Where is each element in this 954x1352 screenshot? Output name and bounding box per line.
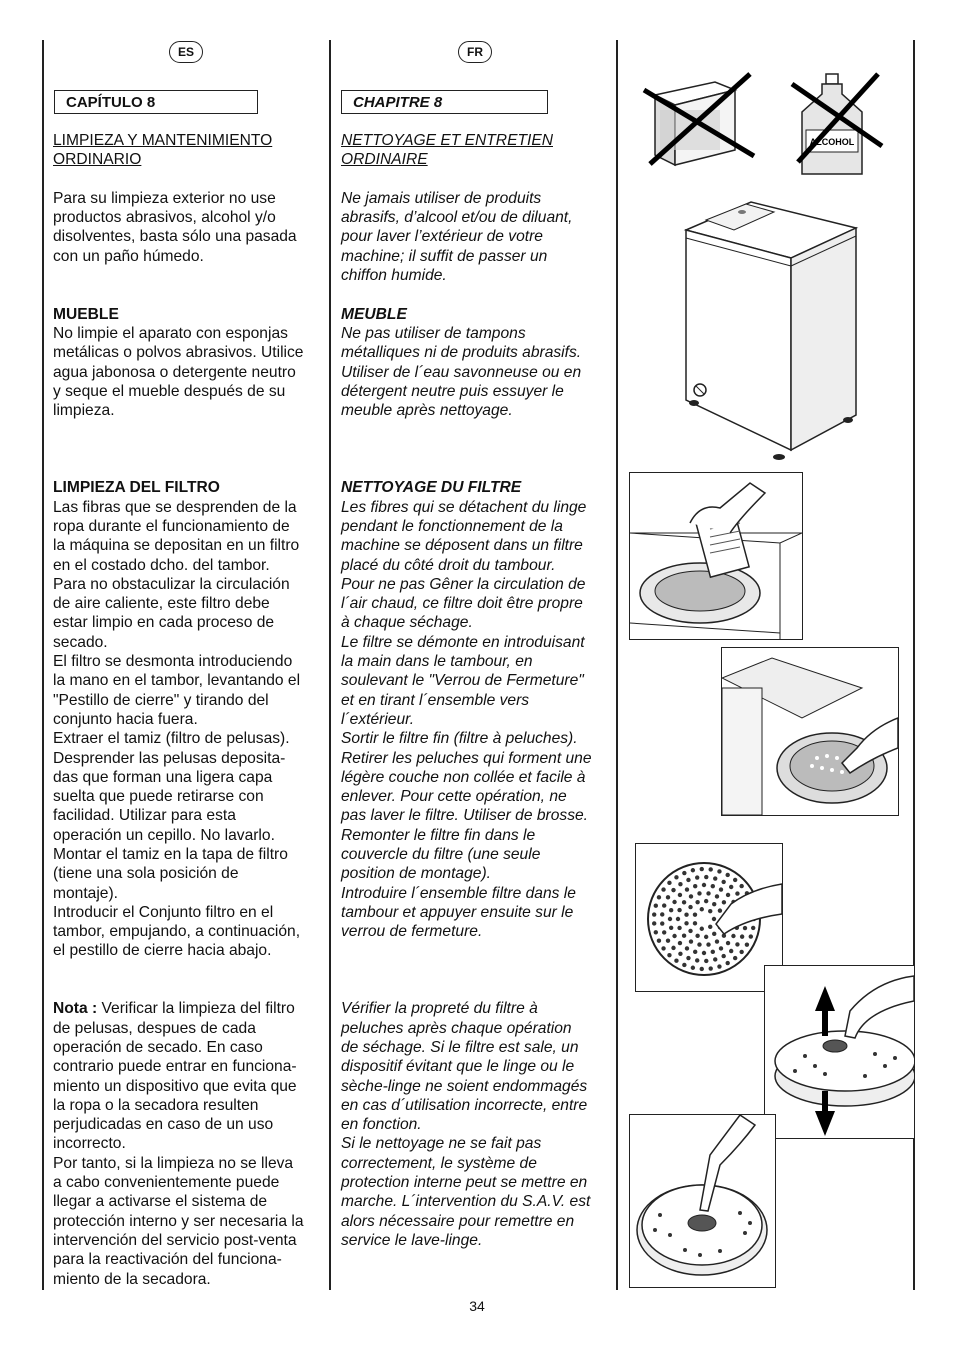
filter-hole — [660, 921, 664, 925]
filter-hole — [674, 875, 678, 879]
page-number: 34 — [469, 1298, 485, 1314]
filter-hole — [719, 946, 723, 950]
filter-hole — [713, 957, 717, 961]
filter-hole — [743, 926, 747, 930]
filter-hole — [652, 921, 656, 925]
filter-hole — [702, 883, 706, 887]
filter-hole — [693, 884, 697, 888]
es-filtro-text: Las fibras que se desprenden de la ropa durante el funcionamiento de la máquina se depositan en un filtro en el costado dcho. del tambor. Para no obstaculizar la circulación de aire caliente, este filtro debe estar limpio en cada proceso de secado. El filtro se desmonta introduciendo la mano en el tambor, levantando el "Pestillo de cierre" y tirando del conjunto hacia fuera. Extraer el tamiz (filtro de pelusas). Desprender las pelusas deposita- das que forman una ligera capa suelta que puede retirarse con facilidad. Utilizar para esta operación un cepillo. No lavarlo. Montar el tamiz en la tapa de filtro (tiene una sola posición de montaje). Introducir el Conjunto filtro en el tambor, empujando, a continuación, el pestillo de cierre hacia abajo. — [53, 498, 301, 960]
filter-hole — [700, 927, 704, 931]
filter-hole — [678, 941, 682, 945]
filter-hole — [667, 881, 671, 885]
filter-hole — [717, 964, 721, 968]
filter-hole — [695, 900, 699, 904]
filter-removal-illustration — [629, 472, 803, 640]
filter-hole — [682, 934, 686, 938]
dryer-appliance-illustration — [676, 190, 866, 470]
filter-hole — [700, 867, 704, 871]
filter-hole — [657, 895, 661, 899]
fr-filtre-heading: NETTOYAGE DU FILTRE — [341, 479, 522, 497]
filter-hole — [704, 935, 708, 939]
fr-filtre-text: Les fibres qui se détachent du linge pendant le fonctionnement de la machine se déposent dans un filtre placé du côté droit du tambour. Pour ne pas Gêner la circulation de l´air chaud, ce filtre doit être propre à chaque séchage. Le filtre se démonte en introduisant la main dans le tambour, en soulevant le "Verrou de Fermeture" et en tirant l´ensemble vers l´extérieur. Sortir le filtre fin (filtre à peluches). Retirer les peluches qui forment une légère couche non collée et facile à enlever. Pour cette opération, ne pas laver le filtre. Utiliser de brosse. Remonter le filtre fin dans le couvercle du filtre (une seule position de montage). Introduire l´ensemble filtre dans le tambour et appuyer ensuite sur le verrou de fermeture. — [341, 498, 592, 941]
filter-hole — [717, 869, 721, 873]
filter-hole — [749, 934, 753, 938]
column-divider-left — [42, 40, 44, 1290]
filter-hole — [704, 899, 708, 903]
filter-hole — [704, 875, 708, 879]
filter-hole — [711, 950, 715, 954]
filter-hole — [666, 938, 670, 942]
filter-hole — [706, 942, 710, 946]
filter-hole — [682, 963, 686, 967]
filter-hole — [682, 900, 686, 904]
filter-hole — [654, 903, 658, 907]
filter-hole — [726, 941, 730, 945]
column-divider-right — [616, 40, 618, 1290]
filter-hole — [693, 912, 697, 916]
filter-hole — [719, 887, 723, 891]
filter-hole — [668, 917, 672, 921]
filter-hole — [695, 934, 699, 938]
filter-brush-cleaning-illustration — [629, 1114, 776, 1288]
filter-hole — [678, 893, 682, 897]
filter-hole — [708, 925, 712, 929]
filter-hole — [661, 887, 665, 891]
filter-disc-illustration — [635, 843, 783, 992]
filter-hole — [711, 884, 715, 888]
filter-hole — [726, 893, 730, 897]
filter-hole — [715, 939, 719, 943]
fr-meuble-heading: MEUBLE — [341, 305, 407, 323]
filter-hole — [712, 902, 716, 906]
filter-hole — [677, 926, 681, 930]
filter-hole — [709, 966, 713, 970]
filter-hole — [654, 930, 658, 934]
no-abrasive-powder-icon — [640, 70, 760, 170]
fr-note: Vérifier la propreté du filtre à peluches après chaque opération de séchage. Si le filtre est sale, un dispositif évitant que le linge ou le sèche-linge ne soient endommagés en cas d´utilisation incorrecte, entre en fonction. Si le nettoyage ne se fait pas correctement, le système de protection interne peut se mettre en marche. L´intervention du S.A.V. est alors nécessaire pour remettre en service le lave-linge. — [341, 1000, 591, 1249]
filter-hole — [708, 909, 712, 913]
filter-hole — [740, 934, 744, 938]
filter-hole — [678, 952, 682, 956]
fr-title: NETTOYAGE ET ENTRETIEN ORDINAIRE — [341, 132, 553, 169]
filter-hole — [729, 885, 733, 889]
filter-hole — [721, 880, 725, 884]
filter-hole — [700, 907, 704, 911]
filter-hole — [733, 956, 737, 960]
filter-hole — [677, 908, 681, 912]
filter-hole — [691, 966, 695, 970]
filter-hole — [704, 959, 708, 963]
es-nota-label: Nota : — [53, 1000, 98, 1018]
filter-hole — [688, 905, 692, 909]
filter-hole — [697, 942, 701, 946]
filter-hole — [671, 946, 675, 950]
filter-hole — [669, 926, 673, 930]
filter-assembly-arrows-illustration — [764, 965, 915, 1139]
filter-hole — [695, 958, 699, 962]
filter-hole — [695, 875, 699, 879]
filter-hole — [686, 878, 690, 882]
filter-hole — [684, 921, 688, 925]
filter-hole — [652, 912, 656, 916]
filter-hole — [735, 942, 739, 946]
filter-hole — [712, 917, 716, 921]
alcohol-label: ALCOHOL — [809, 137, 855, 147]
filter-hole — [666, 895, 670, 899]
filter-hole — [725, 961, 729, 965]
filter-hole — [731, 934, 735, 938]
chapter-box-fr: CHAPITRE 8 — [341, 90, 548, 114]
filter-hole — [745, 942, 749, 946]
filter-hole — [693, 921, 697, 925]
filter-hole — [689, 894, 693, 898]
no-alcohol-icon — [786, 70, 886, 176]
fr-intro: Ne jamais utiliser de produits abrasifs, d’alcool et/ou de diluant, pour laver l’extérieur de votre machine; il suffit de passer un chiffon humide. — [341, 189, 573, 285]
filter-hole — [713, 876, 717, 880]
filter-hole — [678, 882, 682, 886]
filter-hole — [685, 946, 689, 950]
spanish-column — [53, 131, 304, 1289]
filter-hole — [751, 926, 755, 930]
filter-hole — [697, 891, 701, 895]
filter-hole — [676, 917, 680, 921]
filter-hole — [661, 946, 665, 950]
filter-hole — [735, 891, 739, 895]
filter-hole — [718, 908, 722, 912]
filter-hole — [721, 954, 725, 958]
filter-hole — [684, 912, 688, 916]
filter-hole — [682, 871, 686, 875]
es-mueble-text: No limpie el aparato con esponjas metálicas o polvos abrasivos. Utilice agua jabonosa o detergente neutro y seque el mueble después de su limpieza. — [53, 324, 304, 420]
es-title: LIMPIEZA Y MANTENIMIENTO ORDINARIO — [53, 132, 273, 169]
column-divider-middle — [329, 40, 331, 1290]
filter-hole — [689, 939, 693, 943]
filter-hole — [702, 951, 706, 955]
filter-hole — [729, 949, 733, 953]
filter-hole — [672, 900, 676, 904]
filter-hole — [688, 929, 692, 933]
chapter-box-es: CAPÍTULO 8 — [54, 90, 258, 114]
lang-badge-fr: FR — [458, 41, 492, 63]
filter-hole — [739, 884, 743, 888]
filter-hole — [667, 953, 671, 957]
filter-hole — [671, 888, 675, 892]
filter-hole — [722, 900, 726, 904]
filter-hole — [733, 878, 737, 882]
french-column — [341, 131, 592, 1250]
filter-hole — [657, 938, 661, 942]
filter-hole — [685, 887, 689, 891]
filter-hole — [709, 867, 713, 871]
filter-hole — [739, 950, 743, 954]
filter-hole — [686, 956, 690, 960]
filter-hole — [706, 891, 710, 895]
lang-badge-es: ES — [169, 41, 203, 63]
filter-hole — [700, 967, 704, 971]
fr-meuble-text: Ne pas utiliser de tampons métalliques ni de produits abrasifs. Utiliser de l´eau savonneuse ou en détergent neutre puis essuyer le meuble après nettoyage. — [341, 324, 582, 420]
es-mueble-heading: MUEBLE — [53, 305, 119, 323]
filter-hole — [691, 868, 695, 872]
filter-hole — [712, 932, 716, 936]
filter-hole — [715, 894, 719, 898]
filter-hole — [662, 903, 666, 907]
filter-hole — [669, 908, 673, 912]
filter-hole — [660, 912, 664, 916]
es-nota: Nota : Verificar la limpieza del filtro de pelusas, despues de cada operación de secado. En caso contrario puede entrar en funciona- miento un dispositivo que evita que la ropa o la secadora resulten perjudicadas en caso de un uso incorrecto. Por tanto, si la limpieza no se lleva a cabo convenientemente puede llegar a activarse el sistema de protección interno y ser necesaria la intervención del servicio post-venta para la reactivación del funciona- miento de la secadora. — [53, 1000, 304, 1288]
es-intro: Para su limpieza exterior no use productos abrasivos, alcohol y/o disolventes, basta sólo una pasada con un paño húmedo. — [53, 189, 297, 265]
filter-hole — [725, 873, 729, 877]
filter-hole — [672, 934, 676, 938]
filter-hole — [674, 959, 678, 963]
filter-hole — [693, 950, 697, 954]
filter-hole — [662, 930, 666, 934]
es-filtro-heading: LIMPIEZA DEL FILTRO — [53, 479, 220, 497]
drum-filter-illustration — [721, 647, 899, 816]
